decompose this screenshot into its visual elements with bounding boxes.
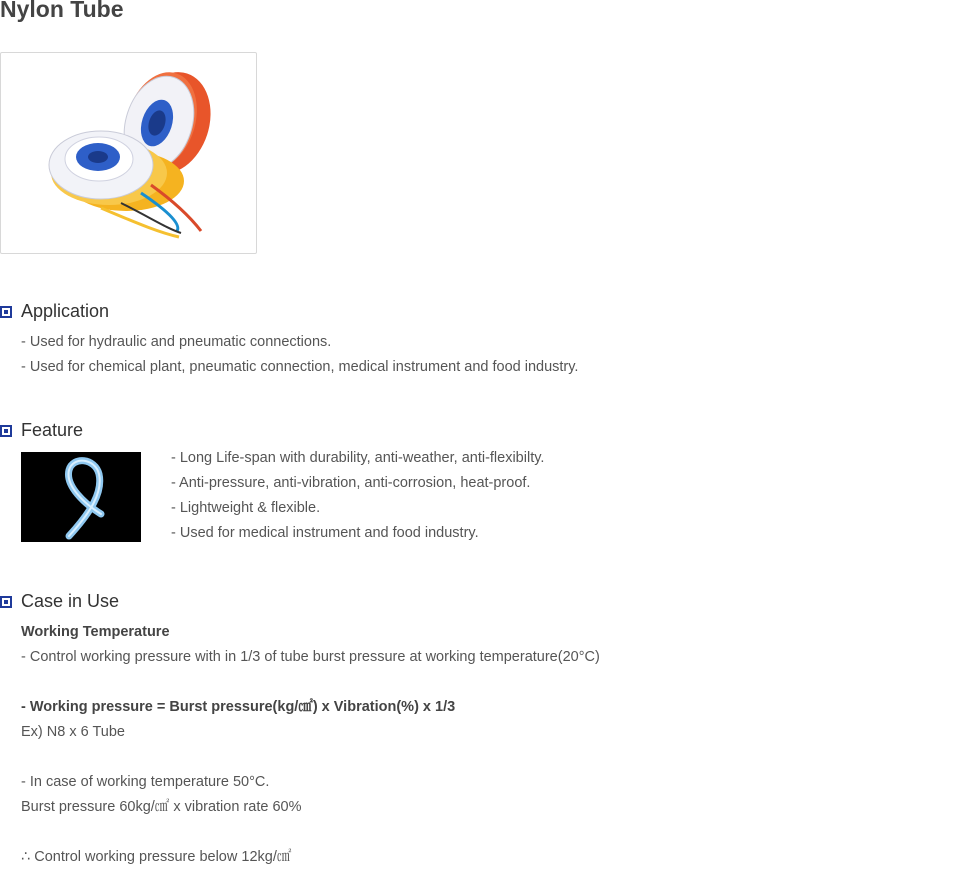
formula-line: - Working pressure = Burst pressure(kg/㎠) x Vibration(%) x 1/3 [21,699,456,715]
nylon-tube-reels-illustration [1,53,256,253]
coiled-tube-illustration [21,452,141,542]
page-title: Nylon Tube [0,0,124,22]
square-bullet-icon [0,306,12,318]
case-line: - In case of working temperature 50°C. [21,774,270,790]
feature-section-header [0,420,83,441]
application-line: - Used for hydraulic and pneumatic connections. [21,334,332,350]
square-bullet-icon [0,425,12,437]
feature-line: - Anti-pressure, anti-vibration, anti-corrosion, heat-proof. [171,475,531,491]
burst-pressure-line: Burst pressure 60kg/㎠ x vibration rate 60% [21,799,302,815]
feature-line: - Lightweight & flexible. [171,500,321,516]
product-image [0,52,257,254]
case-in-use-title: Case in Use [21,591,120,611]
example-line: Ex) N8 x 6 Tube [21,724,125,740]
feature-line: - Used for medical instrument and food industry. [171,525,479,541]
application-section-header [0,301,109,322]
conclusion-line: ∴ Control working pressure below 12kg/㎠ [21,849,292,865]
case-line: - Control working pressure with in 1/3 of tube burst pressure at working temperature(20°C) [21,649,600,665]
working-temperature-subtitle: Working Temperature [21,624,170,640]
feature-image [21,452,141,542]
application-line: - Used for chemical plant, pneumatic connection, medical instrument and food industry. [21,359,579,375]
case-in-use-section-header [0,591,119,612]
square-bullet-icon [0,596,12,608]
feature-title: Feature [21,420,84,440]
application-title: Application [21,301,110,321]
feature-line: - Long Life-span with durability, anti-weather, anti-flexibilty. [171,450,545,466]
